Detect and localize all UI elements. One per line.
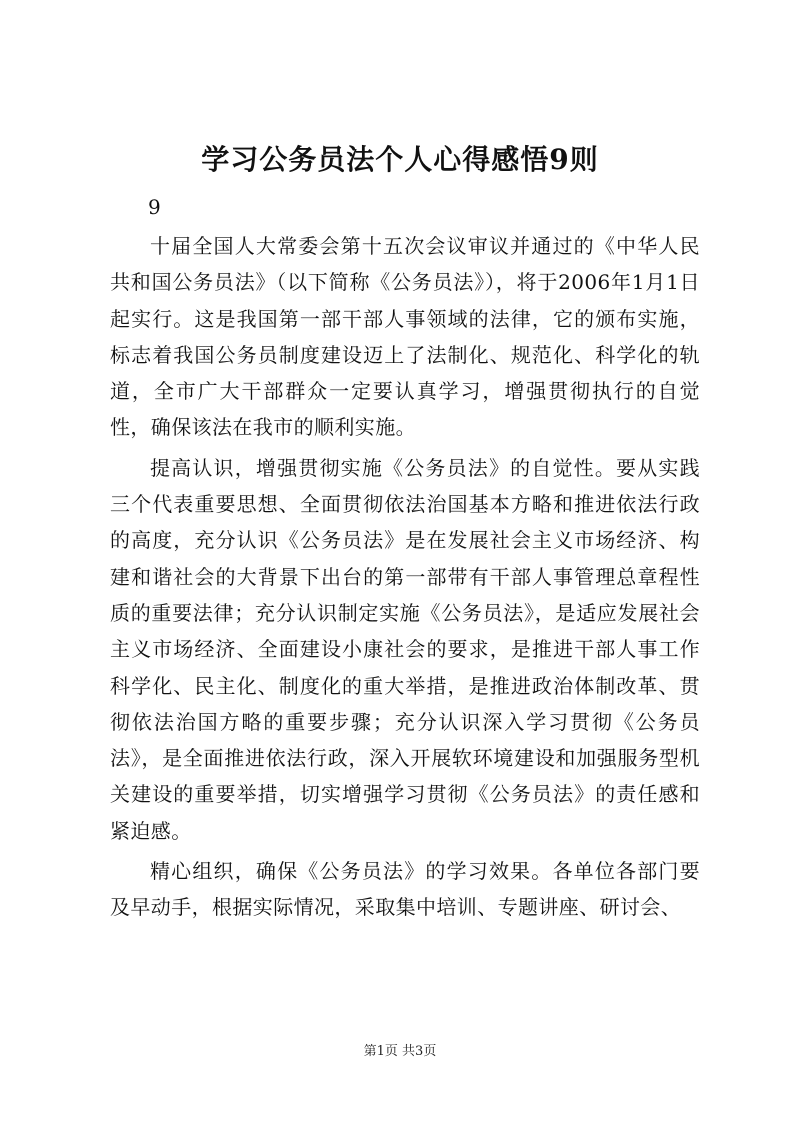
document-title: 学习公务员法个人心得感悟9则 (201, 143, 599, 176)
document-number: 9 (148, 195, 161, 219)
document-body (110, 228, 700, 930)
paragraph-1: 十届全国人大常委会第十五次会议审议并通过的《中华人民共和国公务员法》（以下简称《公务员法》），将于2006年1月1日起实行。这是我国第一部干部人事领域的法律，它的颁布实施，标志着我国公务员制度建设迈上了法制化、规范化、科学化的轨道，全市广大干部群众一定要认真学习，增强贯彻执行的自觉性，确保该法在我市的顺利实施。 (110, 234, 700, 440)
paragraph-3: 精心组织，确保《公务员法》的学习效果。各单位各部门要及早动手，根据实际情况，采取集中培训、专题讲座、研讨会、 (110, 859, 700, 920)
page-footer: 第1页 共3页 (363, 1044, 437, 1059)
paragraph-2: 提高认识，增强贯彻实施《公务员法》的自觉性。要从实践三个代表重要思想、全面贯彻依法治国基本方略和推进依法行政的高度，充分认识《公务员法》是在发展社会主义市场经济、构建和谐社会的大背景下出台的第一部带有干部人事管理总章程性质的重要法律；充分认识制定实施《公务员法》，是适应发展社会主义市场经济、全面建设小康社会的要求，是推进干部人事工作科学化、民主化、制度化的重大举措，是推进政治体制改革、贯彻依法治国方略的重要步骤；充分认识深入学习贯彻《公务员法》，是全面推进依法行政，深入开展软环境建设和加强服务型机关建设的重要举措，切实增强学习贯彻《公务员法》的责任感和紧迫感。 (110, 455, 700, 843)
